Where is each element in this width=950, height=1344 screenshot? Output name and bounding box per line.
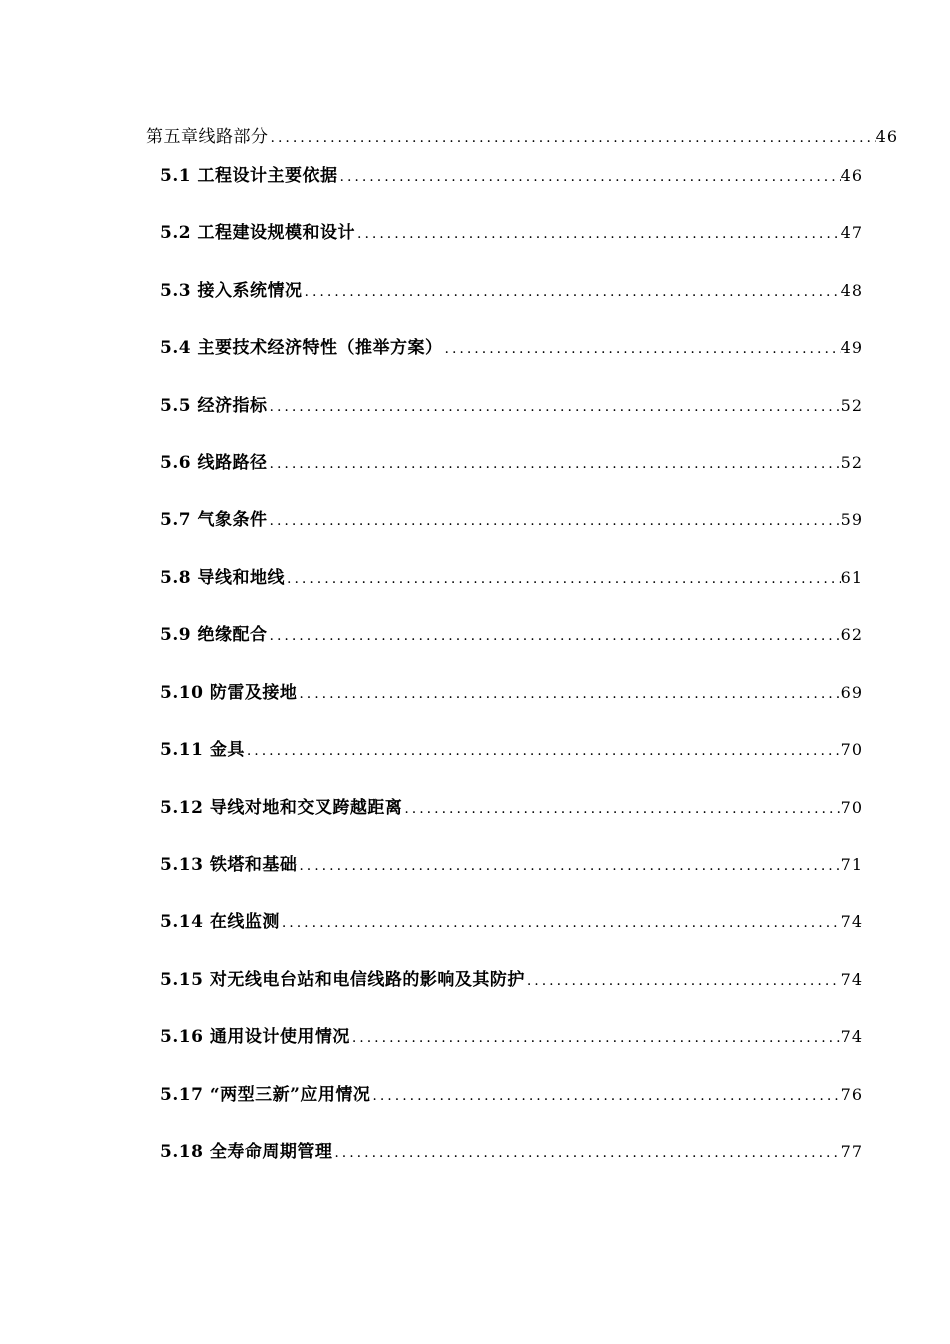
toc-entry-5-7[interactable] xyxy=(160,507,863,533)
toc-entry-page: 70 xyxy=(840,740,863,759)
toc-entry-title: 第五章线路部分 xyxy=(146,127,269,147)
toc-entry-title: 5.14 在线监测 xyxy=(160,912,280,932)
toc-entry-5-10[interactable] xyxy=(160,680,863,706)
toc-entry-page: 74 xyxy=(840,912,863,931)
toc-entry-5-12[interactable] xyxy=(160,795,863,821)
toc-entry-5-16[interactable] xyxy=(160,1024,863,1050)
toc-entry-page: 47 xyxy=(840,223,863,242)
toc-dot-leader xyxy=(350,1025,841,1051)
toc-entry-page: 77 xyxy=(840,1142,863,1161)
toc-entry-5-2[interactable] xyxy=(160,220,863,246)
toc-entry-title: 5.11 金具 xyxy=(160,740,245,760)
toc-entry-5-5[interactable] xyxy=(160,393,863,419)
toc-entry-title: 5.1 工程设计主要依据 xyxy=(160,166,338,186)
toc-entry-5-15[interactable] xyxy=(160,967,863,993)
toc-entry-title: 5.2 工程建设规模和设计 xyxy=(160,223,355,243)
toc-entry-page: 46 xyxy=(840,166,863,185)
toc-entry-page: 61 xyxy=(840,568,863,587)
toc-entry-title: 5.12 导线对地和交叉跨越距离 xyxy=(160,798,403,818)
toc-entry-title: 5.8 导线和地线 xyxy=(160,568,285,588)
toc-dot-leader xyxy=(285,566,841,592)
toc-entry-page: 70 xyxy=(840,798,863,817)
toc-entry-5-9[interactable] xyxy=(160,622,863,648)
toc-entry-5-4[interactable] xyxy=(160,335,863,361)
toc-entry-title: 5.16 通用设计使用情况 xyxy=(160,1027,350,1047)
toc-entry-chapter-5[interactable] xyxy=(146,124,898,150)
toc-entry-page: 59 xyxy=(840,510,863,529)
toc-entry-title: 5.10 防雷及接地 xyxy=(160,683,298,703)
toc-entry-title: 5.7 气象条件 xyxy=(160,510,268,530)
toc-entry-page: 52 xyxy=(840,453,863,472)
toc-entry-5-6[interactable] xyxy=(160,450,863,476)
toc-entry-page: 49 xyxy=(840,338,863,357)
toc-entry-page: 46 xyxy=(875,127,898,146)
toc-dot-leader xyxy=(297,853,840,879)
toc-entry-page: 76 xyxy=(840,1085,863,1104)
toc-entry-page: 62 xyxy=(840,625,863,644)
toc-dot-leader xyxy=(338,164,841,190)
toc-entry-title: 5.4 主要技术经济特性（推举方案） xyxy=(160,338,443,358)
toc-dot-leader xyxy=(268,394,841,420)
toc-entry-title: 5.6 线路路径 xyxy=(160,453,268,473)
toc-dot-leader xyxy=(443,336,841,362)
toc-entry-page: 69 xyxy=(840,683,863,702)
toc-dot-leader xyxy=(268,451,841,477)
toc-dot-leader xyxy=(525,968,841,994)
toc-dot-leader xyxy=(269,125,876,151)
toc-dot-leader xyxy=(355,221,841,247)
toc-dot-leader xyxy=(332,1140,840,1166)
toc-entry-title: 5.5 经济指标 xyxy=(160,396,268,416)
toc-entry-title: 5.9 绝缘配合 xyxy=(160,625,268,645)
toc-dot-leader xyxy=(297,681,840,707)
toc-dot-leader xyxy=(303,279,841,305)
toc-entry-page: 71 xyxy=(840,855,863,874)
toc-dot-leader xyxy=(268,623,841,649)
toc-entry-5-17[interactable] xyxy=(160,1082,863,1108)
toc-dot-leader xyxy=(370,1083,840,1109)
toc-entry-page: 48 xyxy=(840,281,863,300)
toc-entry-title: 5.13 铁塔和基础 xyxy=(160,855,298,875)
toc-entry-5-11[interactable] xyxy=(160,737,863,763)
toc-entry-page: 74 xyxy=(840,970,863,989)
toc-entry-title: 5.15 对无线电台站和电信线路的影响及其防护 xyxy=(160,970,525,990)
toc-entry-5-18[interactable] xyxy=(160,1139,863,1165)
toc-entry-page: 52 xyxy=(840,396,863,415)
toc-entry-title: 5.18 全寿命周期管理 xyxy=(160,1142,333,1162)
toc-entry-5-1[interactable] xyxy=(160,163,863,189)
toc-entry-5-14[interactable] xyxy=(160,909,863,935)
toc-dot-leader xyxy=(268,508,841,534)
toc-entry-page: 74 xyxy=(840,1027,863,1046)
toc-entry-5-3[interactable] xyxy=(160,278,863,304)
toc-entry-title: 5.3 接入系统情况 xyxy=(160,281,303,301)
toc-entry-5-13[interactable] xyxy=(160,852,863,878)
toc-dot-leader xyxy=(280,910,841,936)
toc-dot-leader xyxy=(402,796,840,822)
toc-entry-title: 5.17 “两型三新”应用情况 xyxy=(160,1085,371,1105)
toc-dot-leader xyxy=(245,738,841,764)
toc-entry-5-8[interactable] xyxy=(160,565,863,591)
